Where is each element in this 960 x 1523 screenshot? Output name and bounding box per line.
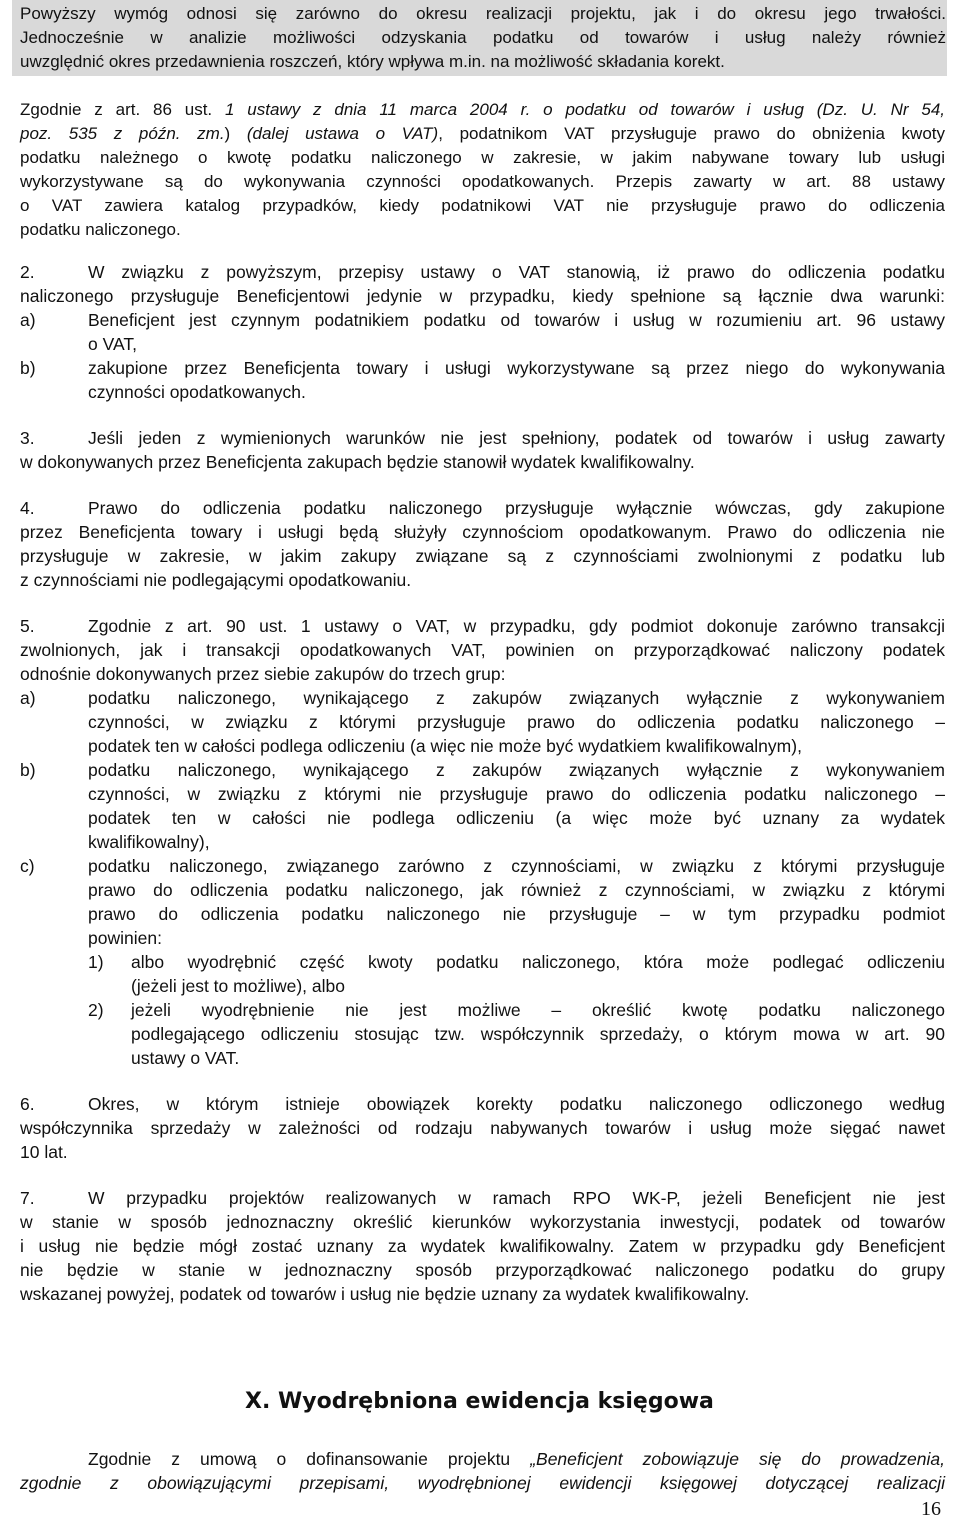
text-line: podatku należnego o kwotę podatku naliczonego w zakresie, w jakim nabywane towary lub usługi bbox=[20, 148, 945, 167]
text-line: prawo do odliczenia podatku naliczonego nie przysługuje – w tym przypadku podmiot bbox=[88, 904, 945, 924]
text-line: kwalifikowalny), bbox=[88, 832, 210, 852]
text-line: w stanie w sposób jednoznaczny określić kierunków wykorzystania inwestycji, podatek od towarów bbox=[20, 1212, 945, 1232]
text-line: Beneficjent jest czynnym podatnikiem podatku od towarów i usług w rozumieniu art. 96 ustawy bbox=[88, 310, 945, 330]
point-number: 7. bbox=[20, 1188, 35, 1208]
text-line: podatku naliczonego, wynikającego z zakupów związanych wyłącznie z wykonywaniem bbox=[88, 688, 945, 708]
text-line: czynności, w związku z którymi przysługuje prawo do odliczenia podatku naliczonego – bbox=[88, 712, 945, 732]
text-line: Okres, w którym istnieje obowiązek korekty podatku naliczonego odliczonego według bbox=[88, 1094, 945, 1114]
text-line: o VAT zawiera katalog przypadków, kiedy podatnikowi VAT nie przysługuje prawo do odliczenia bbox=[20, 196, 945, 215]
subitem-label: 1) bbox=[88, 952, 104, 972]
text-line: Zgodnie z art. 86 ust. 1 ustawy z dnia 11 marca 2004 r. o podatku od towarów i usług (Dz. U. Nr 54, bbox=[20, 100, 946, 119]
text-line: podatek ten w całości nie podlega odliczeniu (a więc może być uznany za wydatek bbox=[88, 808, 945, 828]
item-label: c) bbox=[20, 856, 35, 876]
point-number: 5. bbox=[20, 616, 35, 636]
text-line: podatku naliczonego, związanego zarówno z czynnościami, w związku z którymi przysługuje bbox=[88, 856, 945, 876]
point-number: 6. bbox=[20, 1094, 35, 1114]
text-line: przez Beneficjenta towary i usługi będą służyły czynnościom opodatkowanym. Prawo do odliczenia nie bbox=[20, 522, 945, 542]
point-number: 3. bbox=[20, 428, 35, 448]
text-line: Zgodnie z umową o dofinansowanie projektu „Beneficjent zobowiązuje się do prowadzenia, bbox=[88, 1449, 945, 1469]
text-line: czynności, w związku z którymi nie przysługuje prawo do odliczenia podatku naliczonego – bbox=[88, 784, 945, 804]
page-number: 16 bbox=[921, 1498, 941, 1520]
text-line: czynności opodatkowanych. bbox=[88, 382, 306, 402]
item-label: b) bbox=[20, 358, 36, 378]
text-line: Prawo do odliczenia podatku naliczonego przysługuje wyłącznie wówczas, gdy zakupione bbox=[88, 498, 945, 518]
text-line: 10 lat. bbox=[20, 1142, 68, 1162]
text-line: z czynnościami nie podlegającymi opodatkowaniu. bbox=[20, 570, 412, 590]
highlighted-note-box bbox=[12, 0, 947, 76]
item-label: b) bbox=[20, 760, 36, 780]
text-line: prawo do odliczenia podatku naliczonego, jak również z czynnościami, w związku z którymi bbox=[88, 880, 945, 900]
text-line: poz. 535 z późn. zm.) (dalej ustawa o VAT), podatnikom VAT przysługuje prawo do obniżenia kwoty bbox=[20, 124, 945, 143]
point-number: 2. bbox=[20, 262, 35, 282]
note-line-2: Jednocześnie w analizie możliwości odzyskania podatku od towarów i usług należy również bbox=[20, 28, 946, 47]
note-line-1: Powyższy wymóg odnosi się zarówno do okresu realizacji projektu, jak i do okresu jego trwałości. bbox=[20, 4, 946, 23]
subitem-label: 2) bbox=[88, 1000, 104, 1020]
text-line: albo wyodrębnić część kwoty podatku naliczonego, która może podlegać odliczeniu bbox=[131, 952, 945, 972]
text-line: naliczonego przysługuje Beneficjentowi jedynie w przypadku, kiedy spełnione są łącznie dwa warunki: bbox=[20, 286, 945, 306]
text-line: współczynnika sprzedaży w zależności od rodzaju nabywanych towarów i usług może sięgać nawet bbox=[20, 1118, 945, 1138]
item-label: a) bbox=[20, 310, 36, 330]
text-line: nie będzie w stanie w jednoznaczny sposób przyporządkować naliczonego podatku do grupy bbox=[20, 1260, 945, 1280]
text-line: podatku naliczonego, wynikającego z zakupów związanych wyłącznie z wykonywaniem bbox=[88, 760, 945, 780]
text-line: jeżeli wyodrębnienie nie jest możliwe – określić kwotę podatku naliczonego bbox=[131, 1000, 945, 1020]
text-line: w dokonywanych przez Beneficjenta zakupach będzie stanowił wydatek kwalifikowalny. bbox=[20, 452, 695, 472]
text-line: Jeśli jeden z wymienionych warunków nie jest spełniony, podatek od towarów i usług zawarty bbox=[88, 428, 945, 448]
text-line: wskazanej powyżej, podatek od towarów i usług nie będzie uznany za wydatek kwalifikowalny. bbox=[20, 1284, 750, 1304]
text-line: podatku naliczonego. bbox=[20, 220, 181, 239]
text-line: i usług nie będzie mógł zostać uznany za wydatek kwalifikowalny. Zatem w przypadku gdy Beneficjent bbox=[20, 1236, 945, 1256]
text-line: W przypadku projektów realizowanych w ramach RPO WK-P, jeżeli Beneficjent nie jest bbox=[88, 1188, 945, 1208]
text-line: o VAT, bbox=[88, 334, 137, 354]
text-line: zgodnie z obowiązującymi przepisami, wyodrębnionej ewidencji księgowej dotyczącej realizacji bbox=[20, 1473, 945, 1493]
text-line: wykorzystywane są do wykonywania czynności opodatkowanych. Przepis zawarty w art. 88 ustawy bbox=[20, 172, 945, 191]
text-line: odnośnie dokonywanych przez siebie zakupów do trzech grup: bbox=[20, 664, 506, 684]
text-line: zwolnionych, jak i transakcji opodatkowanych VAT, powinien on przyporządkować naliczony podatek bbox=[20, 640, 945, 660]
text-line: ustawy o VAT. bbox=[131, 1048, 240, 1068]
text-line: (jeżeli jest to możliwe), albo bbox=[131, 976, 345, 996]
item-label: a) bbox=[20, 688, 36, 708]
text-line: podlegającego odliczeniu stosując tzw. współczynnik sprzedaży, o którym mowa w art. 90 bbox=[131, 1024, 945, 1044]
text-line: Zgodnie z art. 90 ust. 1 ustawy o VAT, w przypadku, gdy podmiot dokonuje zarówno transakcji bbox=[88, 616, 945, 636]
text-line: podatek ten w całości podlega odliczeniu (a więc nie może być wydatkiem kwalifikowalnym), bbox=[88, 736, 802, 756]
text-line: zakupione przez Beneficjenta towary i usługi wykorzystywane są przez niego do wykonywania bbox=[88, 358, 945, 378]
text-line: powinien: bbox=[88, 928, 162, 948]
section-heading: X. Wyodrębniona ewidencja księgowa bbox=[245, 1389, 714, 1414]
point-number: 4. bbox=[20, 498, 35, 518]
note-line-3: uwzględnić okres przedawnienia roszczeń, który wpływa m.in. na możliwość składania korekt. bbox=[20, 52, 725, 71]
text-line: W związku z powyższym, przepisy ustawy o VAT stanowią, iż prawo do odliczenia podatku bbox=[88, 262, 945, 282]
text-line: przysługuje w zakresie, w jakim zakupy związane są z czynnościami zwolnionymi z podatku lub bbox=[20, 546, 945, 566]
